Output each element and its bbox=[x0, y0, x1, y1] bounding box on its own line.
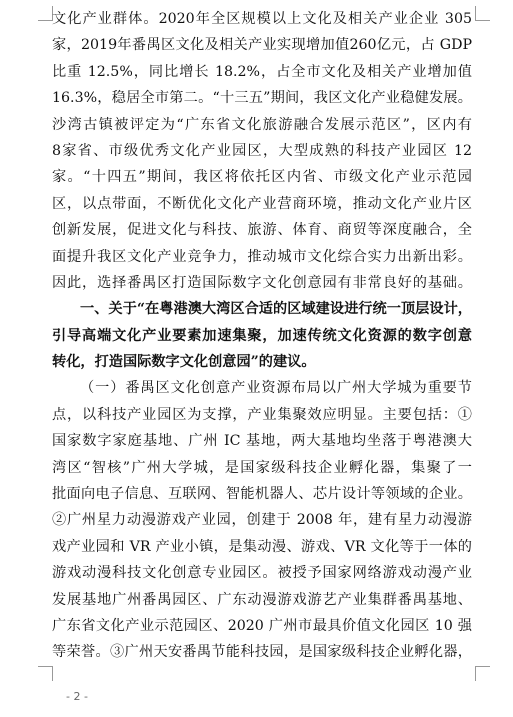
paragraph-line: 戏产业园和 VR 产业小镇，是集动漫、游戏、VR 文化等于一体的 bbox=[52, 538, 472, 555]
paragraph-line: 家，2019年番禺区文化及相关产业实现增加值260亿元，占 GDP bbox=[52, 37, 472, 54]
paragraph-line: 创新发展，促进文化与科技、旅游、体育、商贸等深度融合，全 bbox=[52, 222, 472, 239]
section-heading-line: 引导高端文化产业要素加速集聚，加速传统文化资源的数字创意 bbox=[52, 327, 472, 344]
section-heading-line: 一、关于“在粤港澳大湾区合适的区域建设进行统一顶层设计， bbox=[80, 301, 472, 318]
paragraph-line: 16.3%，稳居全市第二。“十三五”期间，我区文化产业稳健发展。 bbox=[52, 90, 472, 107]
section-heading-line: 转化，打造国际数字文化创意园”的建议。 bbox=[52, 354, 316, 371]
page-number-prefix: - bbox=[66, 690, 74, 703]
paragraph-line: 文化产业群体。2020年全区规模以上文化及相关产业企业 305 bbox=[52, 11, 472, 27]
paragraph-line: 比重 12.5%，同比增长 18.2%，占全市文化及相关产业增加值 bbox=[52, 63, 472, 80]
paragraph-line: 因此，选择番禺区打造国际数字文化创意园有非常良好的基础。 bbox=[52, 274, 472, 291]
paragraph-line: 8家省、市级优秀文化产业园区，大型成熟的科技产业园区 12 bbox=[52, 142, 472, 159]
paragraph-line: 发展基地广州番禺园区、广东动漫游戏游艺产业集群番禺基地、 bbox=[52, 591, 472, 608]
margin-corner-mark bbox=[475, 6, 490, 21]
paragraph-line: 沙湾古镇被评定为“广东省文化旅游融合发展示范区”，区内有 bbox=[52, 116, 472, 133]
paragraph-line: （一）番禺区文化创意产业资源布局以广州大学城为重要节 bbox=[80, 380, 472, 397]
paragraph-line: 面提升我区文化产业竞争力，推动城市文化综合实力出新出彩。 bbox=[52, 248, 472, 265]
page-number bbox=[66, 690, 88, 703]
paragraph-line: 等荣誉。③广州天安番禺节能科技园，是国家级科技企业孵化器， bbox=[52, 644, 472, 661]
document-body bbox=[52, 6, 472, 666]
page-number-value: 2 bbox=[73, 690, 81, 703]
paragraph-line: 批面向电子信息、互联网、智能机器人、芯片设计等领域的企业。 bbox=[52, 486, 472, 503]
paragraph-line: 广东省文化产业示范园区、2020 广州市最具价值文化园区 10 强 bbox=[52, 617, 472, 634]
paragraph-line: ②广州星力动漫游戏产业园，创建于 2008 年，建有星力动漫游 bbox=[52, 512, 472, 529]
margin-corner-mark bbox=[38, 666, 53, 681]
page-number-suffix: - bbox=[80, 690, 88, 703]
paragraph-line: 点，以科技产业园区为支撑，产业集聚效应明显。主要包括：① bbox=[52, 406, 472, 423]
paragraph-line: 游戏动漫科技文化创意专业园区。被授予国家网络游戏动漫产业 bbox=[52, 565, 472, 582]
paragraph-line: 区，以点带面，不断优化文化产业营商环境，推动文化产业片区 bbox=[52, 195, 472, 212]
paragraph-line: 家。“十四五”期间，我区将依托区内省、市级文化产业示范园 bbox=[52, 169, 472, 186]
paragraph-line: 湾区“智核”广州大学城，是国家级科技企业孵化器，集聚了一 bbox=[52, 459, 472, 476]
margin-corner-mark bbox=[38, 6, 53, 21]
paragraph-line: 国家数字家庭基地、广州 IC 基地，两大基地均坐落于粤港澳大 bbox=[52, 433, 472, 450]
margin-corner-mark bbox=[475, 666, 490, 681]
